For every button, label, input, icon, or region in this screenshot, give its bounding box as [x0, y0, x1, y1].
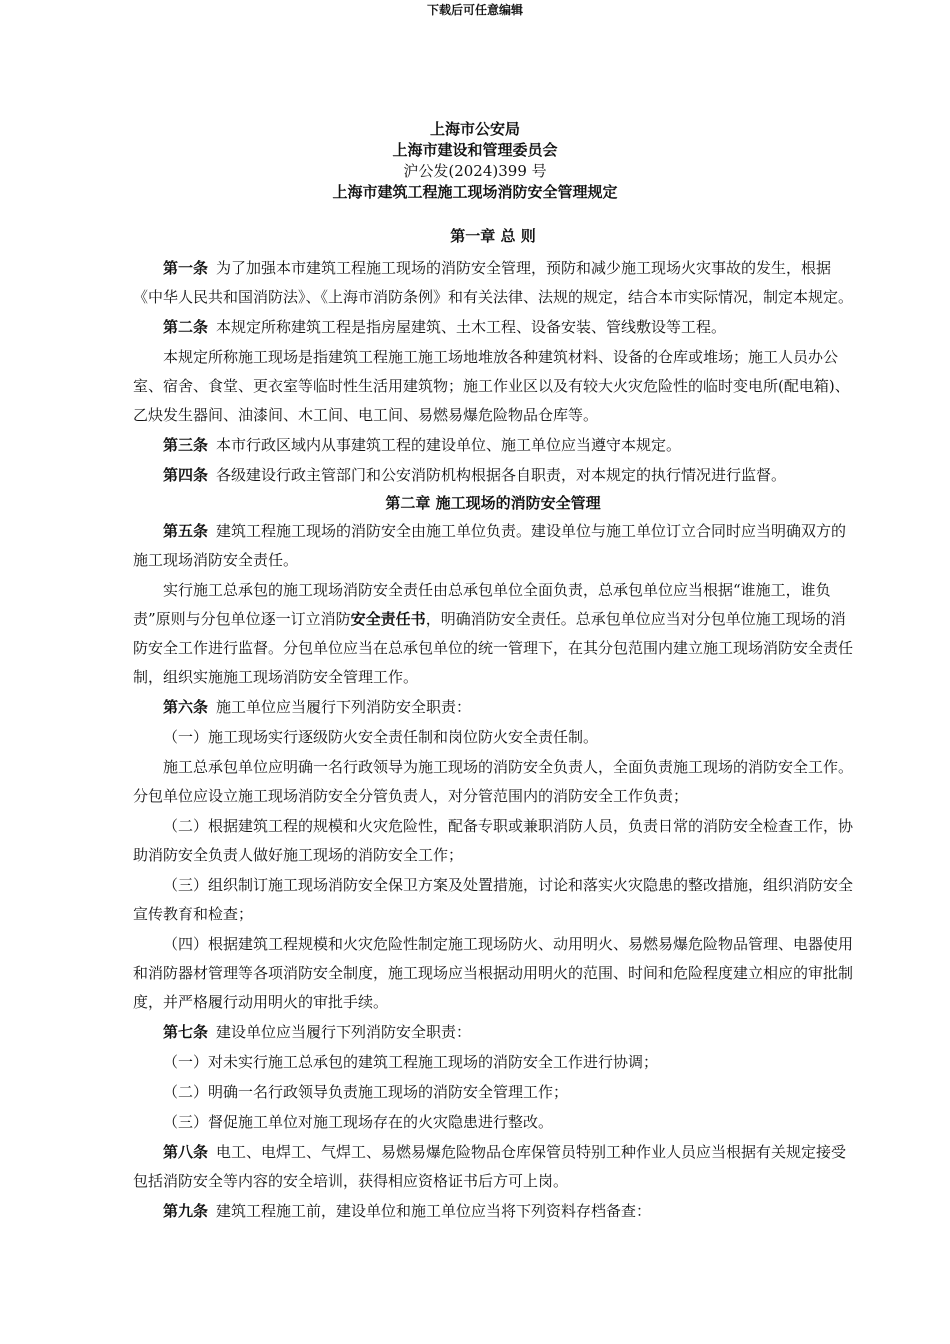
document-body: [133, 224, 853, 1227]
article-text: 建筑工程施工前，建设单位和施工单位应当将下列资料存档备查：: [216, 1202, 652, 1220]
paragraph: 本规定所称施工现场是指建筑工程施工施工场地堆放各种建筑材料、设备的仓库或堆场；施工人员办公室、宿舍、食堂、更衣室等临时性生活用建筑物；施工作业区以及有较大火灾危险性的临时变电所(配电箱)、乙炔发生器间、油漆间、木工间、电工间、易燃易爆危险物品仓库等。: [133, 348, 850, 424]
article-9: [133, 1197, 853, 1226]
chapter-heading-1: 第一章 总 则: [450, 227, 536, 245]
article-label: 第七条: [163, 1023, 209, 1041]
text-run: 实行施工总承包的施工现场消防安全责任由总承包单位全面负责，总承包单位应当根据“谁施工，谁负责”原则与分包单位逐一订立消防: [133, 581, 831, 628]
document-number: 沪公发(2024)399 号: [403, 162, 547, 180]
article-label: 第一条: [163, 259, 209, 277]
article-text: 建设单位应当履行下列消防安全职责：: [216, 1023, 472, 1041]
article-text: 电工、电焊工、气焊工、易燃易爆危险物品仓库保管员特别工种作业人员应当根据有关规定接受包括消防安全等内容的安全培训，获得相应资格证书后方可上岗。: [133, 1143, 847, 1190]
list-item: （一）施工现场实行逐级防火安全责任制和岗位防火安全责任制。: [163, 728, 599, 746]
text-run: ，明确消防安全责任。总承包单位应当对分包单位施工现场的消防安全工作进行监督。分包单位应当在总承包单位的统一管理下，在其分包范围内建立施工现场消防安全责任制，组织实施施工现场消防安全管理工作。: [133, 610, 854, 686]
article-7: [133, 1018, 853, 1047]
article-text: 本市行政区域内从事建筑工程的建设单位、施工单位应当遵守本规定。: [216, 436, 682, 454]
article-label: 第五条: [163, 522, 209, 540]
chapter-heading-2: 第二章 施工现场的消防安全管理: [385, 494, 601, 512]
paragraph: 施工总承包单位应明确一名行政领导为施工现场的消防安全负责人，全面负责施工现场的消防安全工作。分包单位应设立施工现场消防安全分管负责人，对分管范围内的消防安全工作负责；: [133, 758, 854, 805]
list-item: （三）督促施工单位对施工现场存在的火灾隐患进行整改。: [163, 1113, 554, 1131]
article-label: 第六条: [163, 698, 209, 716]
document-title: 上海市建筑工程施工现场消防安全管理规定: [332, 183, 618, 201]
article-text: 为了加强本市建筑工程施工现场的消防安全管理，预防和减少施工现场火灾事故的发生，根据《中华人民共和国消防法》、《上海市消防条例》和有关法律、法规的规定，结合本市实际情况，制定本规定。: [133, 259, 854, 306]
list-item: （二）根据建筑工程的规模和火灾危险性，配备专职或兼职消防人员，负责日常的消防安全检查工作，协助消防安全负责人做好施工现场的消防安全工作；: [133, 817, 854, 864]
article-5: [133, 517, 853, 575]
issuer-police: 上海市公安局: [429, 120, 520, 138]
emphasized-text: 安全责任书: [350, 610, 426, 628]
header-note: 下载后可任意编辑: [426, 3, 523, 17]
list-item: （一）对未实行施工总承包的建筑工程施工现场的消防安全工作进行协调；: [163, 1053, 659, 1071]
article-text: 各级建设行政主管部门和公安消防机构根据各自职责，对本规定的执行情况进行监督。: [216, 466, 787, 484]
issuer-construction-committee: 上海市建设和管理委员会: [392, 141, 558, 159]
document-title-block: [0, 119, 950, 203]
article-text: 建筑工程施工现场的消防安全由施工单位负责。建设单位与施工单位订立合同时应当明确双方的施工现场消防安全责任。: [133, 522, 847, 569]
list-item: （四）根据建筑工程规模和火灾危险性制定施工现场防火、动用明火、易燃易爆危险物品管理、电器使用和消防器材管理等各项消防安全制度，施工现场应当根据动用明火的范围、时间和危险程度建立相应的审批制度，并严格履行动用明火的审批手续。: [133, 935, 854, 1011]
paragraph: [133, 576, 853, 692]
article-label: 第四条: [163, 466, 209, 484]
article-4: [133, 461, 853, 490]
article-label: 第二条: [163, 318, 209, 336]
article-3: [133, 431, 853, 460]
list-item: （三）组织制订施工现场消防安全保卫方案及处置措施，讨论和落实火灾隐患的整改措施，组织消防安全宣传教育和检查；: [133, 876, 854, 923]
article-label: 第九条: [163, 1202, 209, 1220]
list-item: （二）明确一名行政领导负责施工现场的消防安全管理工作；: [163, 1083, 569, 1101]
article-8: [133, 1138, 853, 1196]
article-text: 施工单位应当履行下列消防安全职责：: [216, 698, 472, 716]
article-text: 本规定所称建筑工程是指房屋建筑、土木工程、设备安装、管线敷设等工程。: [216, 318, 727, 336]
article-6: [133, 693, 853, 722]
article-2: [133, 313, 853, 342]
article-label: 第三条: [163, 436, 209, 454]
article-label: 第八条: [163, 1143, 209, 1161]
article-1: [133, 254, 853, 312]
